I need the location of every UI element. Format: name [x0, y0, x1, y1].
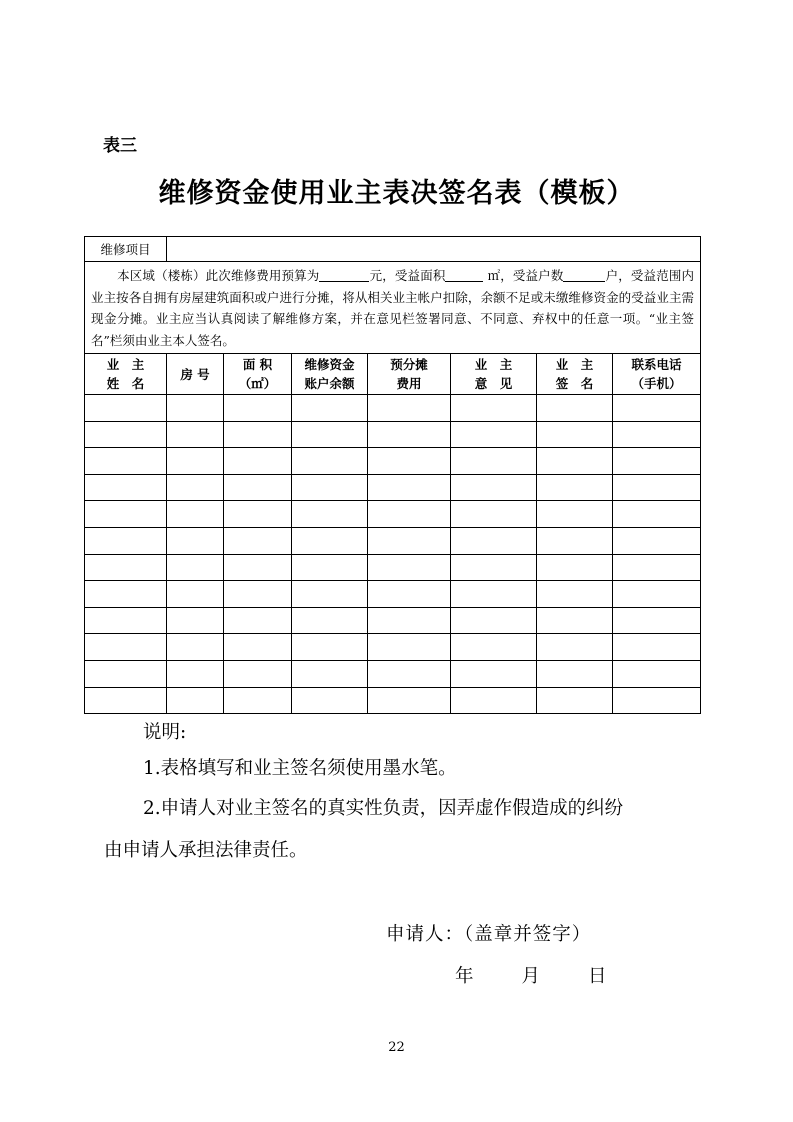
table-cell[interactable] — [613, 395, 701, 422]
column-header-line-1: 预分摊 — [390, 357, 428, 372]
column-header-line-2: 费用 — [396, 376, 422, 391]
table-cell[interactable] — [451, 660, 537, 687]
table-cell[interactable] — [451, 554, 537, 581]
column-header — [85, 354, 167, 395]
table-row — [85, 634, 701, 661]
table-cell[interactable] — [613, 660, 701, 687]
table-cell[interactable] — [537, 687, 613, 714]
table-row — [85, 607, 701, 634]
column-header-line-1: 联系电话 — [631, 357, 682, 372]
column-header — [613, 354, 701, 395]
desc-part-4: 户，受益范围内业主按各自拥有房屋建筑面积或户进行分摊，将从相关业主帐户扣除，余额不足或未缴维修资金的受益业主需现金分摊。业主应当认真阅读了解维修方案，并在意见栏签署同意、不同意、弃权中的任意一项。“业主签名”栏须由业主本人签名。 — [91, 268, 695, 348]
table-cell[interactable] — [167, 634, 224, 661]
column-header-line-2: （手机） — [631, 376, 682, 391]
table-cell[interactable] — [537, 421, 613, 448]
table-cell[interactable] — [368, 474, 451, 501]
table-cell[interactable] — [167, 448, 224, 475]
table-row — [85, 501, 701, 528]
desc-part-3: ㎡，受益户数 — [483, 268, 564, 283]
table-cell[interactable] — [224, 687, 292, 714]
table-cell[interactable] — [451, 607, 537, 634]
signature-form-table — [84, 236, 701, 714]
table-cell[interactable] — [224, 421, 292, 448]
column-header-line-1: 面 积 — [242, 357, 273, 372]
table-row — [85, 474, 701, 501]
table-cell[interactable] — [537, 474, 613, 501]
table-cell[interactable] — [85, 448, 167, 475]
table-cell[interactable] — [85, 527, 167, 554]
form-title: 维修资金使用业主表决签名表（模板） — [158, 178, 635, 209]
table-cell[interactable] — [368, 395, 451, 422]
notes-heading: 说明: — [143, 722, 187, 743]
table-cell[interactable] — [613, 554, 701, 581]
column-header-line-2: 账户余额 — [304, 376, 355, 391]
column-header — [224, 354, 292, 395]
table-cell[interactable] — [451, 448, 537, 475]
table-row — [85, 581, 701, 608]
table-cell[interactable] — [224, 501, 292, 528]
table-row — [85, 421, 701, 448]
table-cell[interactable] — [167, 581, 224, 608]
table-cell[interactable] — [451, 501, 537, 528]
table-cell[interactable] — [224, 554, 292, 581]
table-cell[interactable] — [167, 660, 224, 687]
table-cell[interactable] — [537, 660, 613, 687]
households-blank[interactable] — [563, 268, 605, 282]
table-cell[interactable] — [368, 448, 451, 475]
day-label: 日 — [588, 966, 607, 987]
column-header-line-1: 维修资金 — [304, 357, 355, 372]
table-cell[interactable] — [537, 554, 613, 581]
column-header-line-2: 意 见 — [474, 376, 513, 391]
column-header-line-2: 签 名 — [555, 376, 594, 391]
table-cell[interactable] — [292, 607, 368, 634]
note-item-2: 2.申请人对业主签名的真实性负责，因弄虚作假造成的纠纷 — [143, 798, 624, 819]
column-header-line-1: 业 主 — [474, 357, 513, 372]
table-cell[interactable] — [613, 501, 701, 528]
budget-blank[interactable] — [319, 268, 369, 282]
table-row — [85, 395, 701, 422]
table-cell[interactable] — [451, 395, 537, 422]
column-header — [537, 354, 613, 395]
table-cell[interactable] — [292, 421, 368, 448]
table-cell[interactable] — [368, 527, 451, 554]
table-cell[interactable] — [368, 687, 451, 714]
table-cell[interactable] — [224, 634, 292, 661]
column-header-line-1: 房 号 — [180, 366, 210, 382]
table-cell[interactable] — [85, 660, 167, 687]
table-cell[interactable] — [537, 607, 613, 634]
table-cell[interactable] — [613, 421, 701, 448]
table-cell[interactable] — [537, 634, 613, 661]
column-header-line-1: 业 主 — [555, 357, 594, 372]
table-cell[interactable] — [167, 474, 224, 501]
column-header — [292, 354, 368, 395]
desc-part-2: 元，受益面积 — [369, 268, 446, 283]
table-cell[interactable] — [613, 581, 701, 608]
table-cell[interactable] — [167, 421, 224, 448]
table-cell[interactable] — [537, 395, 613, 422]
table-cell[interactable] — [292, 660, 368, 687]
table-label: 表三 — [103, 136, 137, 156]
table-cell[interactable] — [368, 607, 451, 634]
column-header-line-1: 业 主 — [106, 357, 145, 372]
table-cell[interactable] — [613, 687, 701, 714]
applicant-signature-line: 申请人：（盖章并签字） — [386, 924, 592, 945]
page-number: 22 — [388, 1040, 405, 1055]
table-cell[interactable] — [292, 501, 368, 528]
table-cell[interactable] — [451, 421, 537, 448]
table-cell[interactable] — [224, 395, 292, 422]
table-cell[interactable] — [85, 634, 167, 661]
project-label: 维修项目 — [85, 237, 167, 262]
table-cell[interactable] — [292, 581, 368, 608]
table-cell[interactable] — [613, 527, 701, 554]
table-cell[interactable] — [292, 448, 368, 475]
area-blank[interactable] — [445, 268, 483, 282]
description-text — [85, 262, 701, 354]
table-cell[interactable] — [292, 527, 368, 554]
month-label: 月 — [521, 966, 541, 987]
table-cell[interactable] — [292, 634, 368, 661]
table-cell[interactable] — [292, 554, 368, 581]
table-cell[interactable] — [167, 527, 224, 554]
table-body — [85, 395, 701, 714]
table-row — [85, 687, 701, 714]
date-line — [455, 962, 607, 988]
table-row — [85, 660, 701, 687]
table-cell[interactable] — [537, 501, 613, 528]
table-cell[interactable] — [613, 634, 701, 661]
table-cell[interactable] — [368, 634, 451, 661]
table-cell[interactable] — [85, 581, 167, 608]
table-cell[interactable] — [292, 395, 368, 422]
table-cell[interactable] — [167, 554, 224, 581]
table-cell[interactable] — [167, 395, 224, 422]
table-cell[interactable] — [85, 395, 167, 422]
table-cell[interactable] — [224, 448, 292, 475]
column-header — [167, 354, 224, 395]
table-cell[interactable] — [224, 527, 292, 554]
table-cell[interactable] — [292, 474, 368, 501]
table-cell[interactable] — [537, 581, 613, 608]
table-cell[interactable] — [537, 448, 613, 475]
table-cell[interactable] — [85, 501, 167, 528]
column-header-line-2: 姓 名 — [106, 376, 145, 391]
table-cell[interactable] — [451, 687, 537, 714]
table-cell[interactable] — [368, 421, 451, 448]
column-header-row — [85, 354, 701, 395]
table-row — [85, 448, 701, 475]
table-row — [85, 527, 701, 554]
table-cell[interactable] — [451, 581, 537, 608]
table-cell[interactable] — [224, 581, 292, 608]
table-cell[interactable] — [537, 527, 613, 554]
table-cell[interactable] — [613, 448, 701, 475]
desc-part-1: 本区域（楼栋）此次维修费用预算为 — [117, 268, 320, 283]
table-cell[interactable] — [368, 581, 451, 608]
table-cell[interactable] — [368, 501, 451, 528]
table-cell[interactable] — [167, 687, 224, 714]
table-cell[interactable] — [451, 474, 537, 501]
column-header-line-2: （㎡） — [238, 376, 277, 391]
table-cell[interactable] — [224, 474, 292, 501]
table-cell[interactable] — [613, 607, 701, 634]
table-cell[interactable] — [613, 474, 701, 501]
table-cell[interactable] — [85, 554, 167, 581]
table-cell[interactable] — [224, 660, 292, 687]
note-item-2-continued: 由申请人承担法律责任。 — [104, 840, 308, 861]
table-cell[interactable] — [167, 607, 224, 634]
column-header — [368, 354, 451, 395]
table-cell[interactable] — [224, 607, 292, 634]
table-row — [85, 554, 701, 581]
table-cell[interactable] — [85, 607, 167, 634]
project-value-field[interactable] — [167, 237, 701, 262]
table-cell[interactable] — [85, 474, 167, 501]
table-cell[interactable] — [368, 554, 451, 581]
table-cell[interactable] — [368, 660, 451, 687]
column-header — [451, 354, 537, 395]
table-cell[interactable] — [85, 421, 167, 448]
year-label: 年 — [455, 966, 474, 987]
table-cell[interactable] — [167, 501, 224, 528]
table-cell[interactable] — [85, 687, 167, 714]
table-cell[interactable] — [451, 527, 537, 554]
table-cell[interactable] — [292, 687, 368, 714]
table-cell[interactable] — [451, 634, 537, 661]
note-item-1: 1.表格填写和业主签名须使用墨水笔。 — [143, 758, 457, 779]
